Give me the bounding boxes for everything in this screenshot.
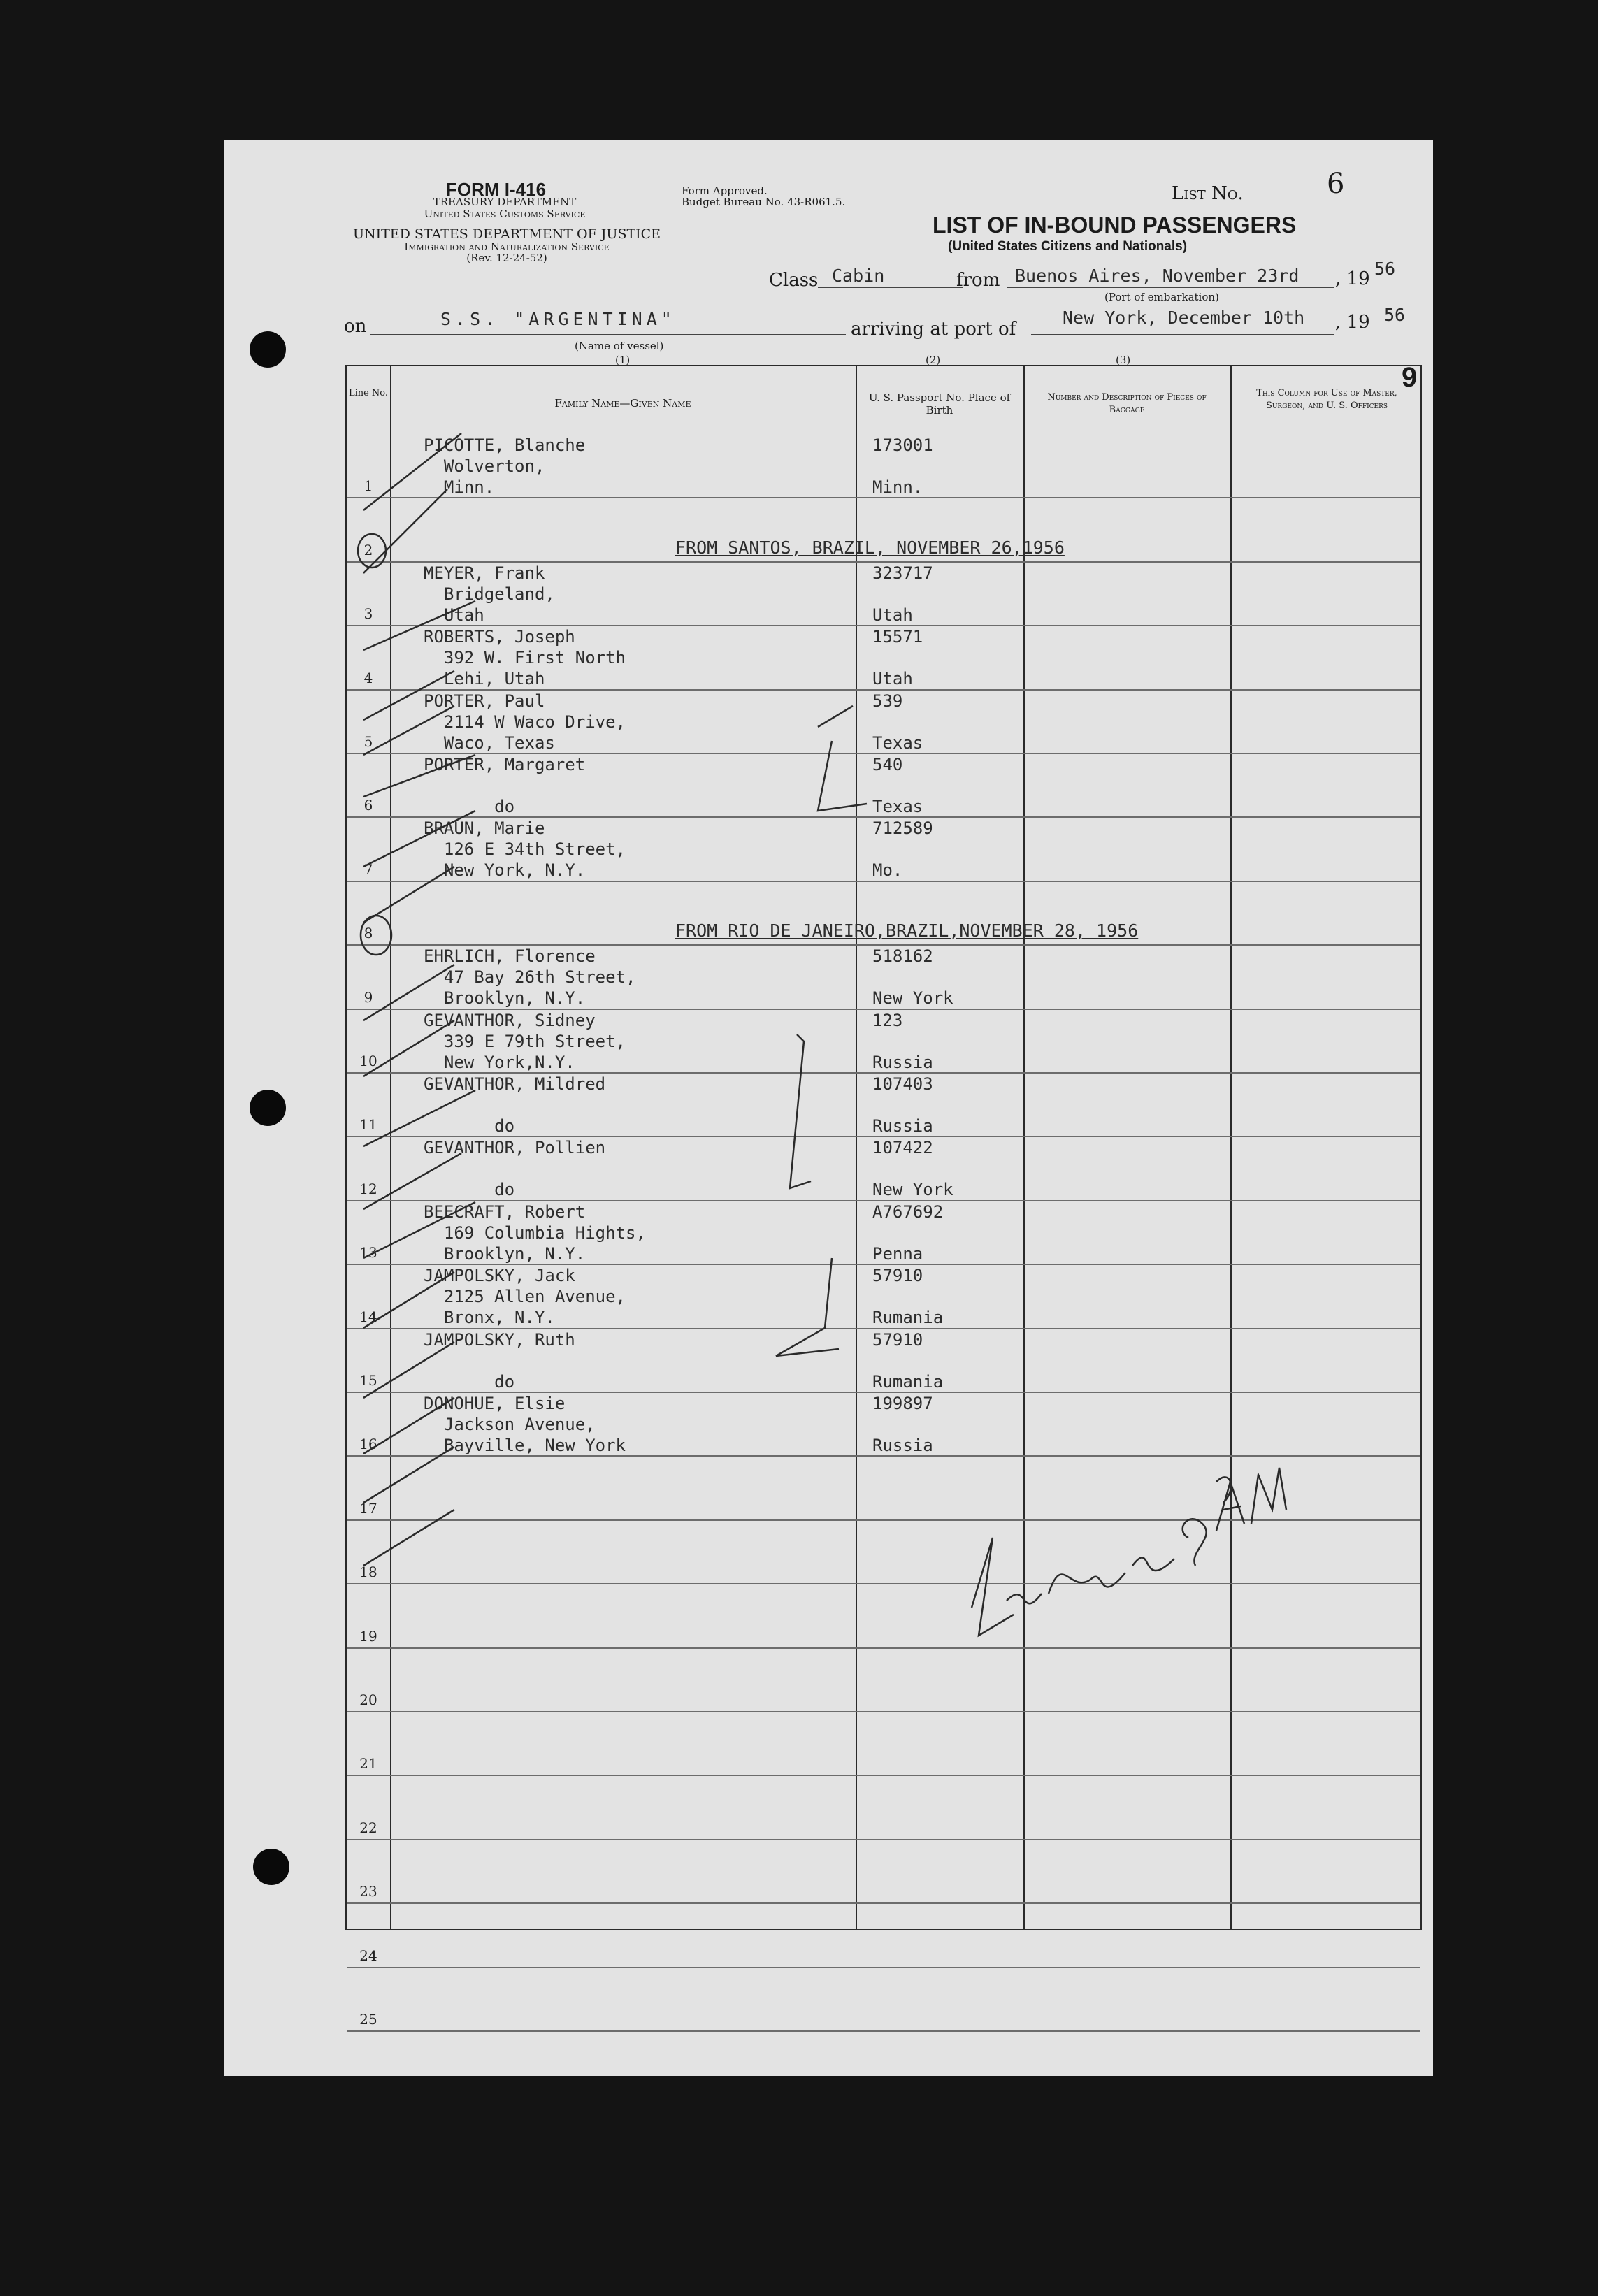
name-line: BEECRAFT, Robert	[424, 1201, 586, 1222]
name-line: MEYER, Frank	[424, 563, 545, 583]
document-title: LIST OF IN-BOUND PASSENGERS	[933, 212, 1297, 238]
binder-hole-bottom	[253, 1849, 289, 1885]
name-line: Waco, Texas	[424, 732, 555, 753]
name-line: Bayville, New York	[424, 1436, 626, 1455]
passport-number: 107403	[872, 1074, 933, 1094]
name-line: 339 E 79th Street,	[424, 1031, 626, 1051]
passport-number: 173001	[872, 435, 933, 455]
line-number: 15	[359, 1372, 377, 1389]
signature-initials	[972, 1468, 1286, 1636]
binder-hole-top	[250, 331, 286, 368]
birth-place: New York	[872, 988, 953, 1009]
vessel-name-label: (Name of vessel)	[575, 340, 664, 352]
name-line: Brooklyn, N.Y.	[424, 1243, 586, 1264]
birth-place: New York	[872, 1180, 953, 1200]
name-line: JAMPOLSKY, Ruth	[424, 1329, 575, 1350]
passport-number: 199897	[872, 1394, 933, 1413]
birth-place: Rumania	[872, 1371, 944, 1392]
name-line: PORTER, Paul	[424, 691, 545, 711]
name-line: GEVANTHOR, Pollien	[424, 1138, 606, 1158]
name-line: do	[424, 1371, 515, 1392]
line-number: 8	[363, 925, 373, 942]
passport-number: 107422	[872, 1138, 933, 1158]
passport-number: 57910	[872, 1266, 923, 1286]
birth-place: Minn.	[872, 477, 923, 497]
column-number-1: (1)	[615, 354, 631, 366]
column-header-name: Family Name—Given Name	[554, 397, 691, 410]
name-line: 169 Columbia Hights,	[424, 1222, 646, 1243]
list-no-label: List No.	[1172, 183, 1244, 204]
line-number: 21	[359, 1755, 377, 1772]
passport-number: A767692	[872, 1201, 944, 1222]
form-number: FORM I-416	[446, 179, 547, 200]
name-line: Bronx, N.Y.	[424, 1308, 555, 1328]
birth-place: Mo.	[872, 860, 903, 881]
name-line: 392 W. First North	[424, 648, 626, 668]
passport-number: 123	[872, 1010, 903, 1030]
line-number: 3	[363, 605, 373, 623]
column-number-3: (3)	[1116, 354, 1131, 366]
class-label: Class	[769, 270, 819, 291]
line-number: 23	[359, 1883, 377, 1900]
birth-place: Russia	[872, 1116, 933, 1136]
line-number: 2	[363, 541, 373, 558]
class-value: Cabin	[832, 266, 885, 286]
arrival-year-prefix: , 19	[1335, 312, 1370, 333]
name-line: 2114 W Waco Drive,	[424, 712, 626, 732]
line-number: 22	[359, 1819, 377, 1836]
name-line: DONOHUE, Elsie	[424, 1394, 566, 1413]
birth-place: Texas	[872, 797, 923, 816]
arriving-label: arriving at port of	[851, 319, 1016, 340]
birth-place: Russia	[872, 1436, 933, 1455]
ins-label: Immigration and Naturalization Service	[404, 240, 610, 253]
line-number: 5	[363, 733, 373, 750]
name-line: Brooklyn, N.Y.	[424, 988, 586, 1009]
from-port: Buenos Aires, November 23rd	[1015, 266, 1300, 286]
section-heading: FROM SANTOS, BRAZIL, NOVEMBER 26,1956	[675, 537, 1065, 558]
binder-hole-middle	[250, 1090, 286, 1126]
birth-place: Texas	[872, 732, 923, 753]
from-year-prefix: , 19	[1335, 268, 1370, 289]
name-line: do	[424, 1116, 515, 1136]
passport-number: 712589	[872, 818, 933, 839]
name-line: GEVANTHOR, Sidney	[424, 1010, 596, 1030]
column-header-baggage: Number and Description of Pieces of Baggage	[1047, 392, 1207, 415]
birth-place: Utah	[872, 669, 913, 689]
passport-number: 57910	[872, 1329, 923, 1350]
passport-number: 15571	[872, 627, 923, 647]
line-circles	[358, 534, 391, 955]
treasury-department: TREASURY DEPARTMENT	[433, 196, 577, 208]
passport-number: 540	[872, 755, 903, 774]
name-line: New York,N.Y.	[424, 1052, 575, 1072]
name-line: 2125 Allen Avenue,	[424, 1287, 626, 1307]
name-line: PORTER, Margaret	[424, 755, 586, 774]
line-number: 18	[359, 1564, 377, 1581]
line-number: 6	[363, 797, 373, 814]
name-line: 126 E 34th Street,	[424, 839, 626, 860]
on-label: on	[344, 316, 367, 337]
column-header-officers: This Column for Use of Master, Surgeon, and U. S. Officers	[1256, 388, 1397, 411]
line-number: 24	[359, 1947, 377, 1964]
line-number: 1	[363, 477, 373, 495]
name-line: do	[424, 1180, 515, 1200]
vessel-name: S.S. "ARGENTINA"	[440, 309, 676, 329]
line-number: 17	[359, 1499, 377, 1517]
name-line: New York, N.Y.	[424, 860, 586, 881]
from-year: 56	[1374, 259, 1396, 279]
passport-number: 539	[872, 691, 903, 711]
name-line: BRAUN, Marie	[424, 818, 545, 839]
document-subtitle: (United States Citizens and Nationals)	[948, 239, 1188, 254]
line-number: 19	[359, 1627, 377, 1645]
name-line: 47 Bay 26th Street,	[424, 967, 636, 988]
line-number: 12	[359, 1180, 377, 1197]
handwriting-layer	[224, 140, 1433, 2076]
arrival-port: New York, December 10th	[1063, 308, 1305, 328]
name-line: JAMPOLSKY, Jack	[424, 1266, 575, 1286]
line-number: 4	[363, 669, 373, 686]
name-line: PICOTTE, Blanche	[424, 435, 586, 455]
line-number: 10	[359, 1053, 377, 1069]
from-label: from	[956, 270, 1000, 291]
line-number: 25	[359, 2011, 377, 2028]
form-approved: Form Approved.	[682, 185, 768, 197]
name-line: do	[424, 797, 515, 816]
section-heading: FROM RIO DE JANEIRO,BRAZIL,NOVEMBER 28, 1956	[675, 920, 1139, 941]
birth-place: Rumania	[872, 1308, 944, 1328]
customs-service: United States Customs Service	[424, 208, 586, 220]
birth-place: Utah	[872, 605, 913, 625]
line-number: 7	[363, 860, 373, 878]
list-number: 6	[1327, 168, 1345, 200]
name-line: Lehi, Utah	[424, 669, 545, 689]
line-number: 16	[359, 1436, 377, 1453]
check-marks	[363, 433, 867, 1566]
passport-number: 518162	[872, 946, 933, 967]
name-line: Wolverton,	[424, 456, 545, 476]
name-line: Bridgeland,	[424, 584, 555, 604]
revision-label: (Rev. 12-24-52)	[466, 252, 547, 264]
birth-place: Penna	[872, 1243, 923, 1264]
name-line: Jackson Avenue,	[424, 1415, 596, 1434]
column-header-passport: U. S. Passport No. Place of Birth	[868, 391, 1011, 417]
column-number-2: (2)	[926, 354, 941, 366]
column-header-line-no: Line No.	[348, 388, 389, 398]
sheet-number: 9	[1402, 362, 1418, 393]
name-line: EHRLICH, Florence	[424, 946, 596, 967]
name-line: Utah	[424, 605, 484, 625]
manifest-page	[224, 140, 1433, 2076]
name-line: Minn.	[424, 477, 495, 497]
arrival-year: 56	[1384, 305, 1406, 325]
line-number: 13	[359, 1244, 377, 1262]
line-number: 9	[363, 988, 373, 1006]
line-number: 11	[359, 1116, 377, 1134]
name-line: ROBERTS, Joseph	[424, 627, 575, 647]
department-of-justice: UNITED STATES DEPARTMENT OF JUSTICE	[352, 226, 661, 242]
passport-number: 323717	[872, 563, 933, 583]
port-embarkation-label: (Port of embarkation)	[1104, 291, 1219, 303]
line-number: 14	[359, 1308, 377, 1325]
line-number: 20	[359, 1691, 377, 1708]
budget-bureau: Budget Bureau No. 43-R061.5.	[682, 196, 846, 208]
name-line: GEVANTHOR, Mildred	[424, 1074, 606, 1094]
birth-place: Russia	[872, 1052, 933, 1072]
